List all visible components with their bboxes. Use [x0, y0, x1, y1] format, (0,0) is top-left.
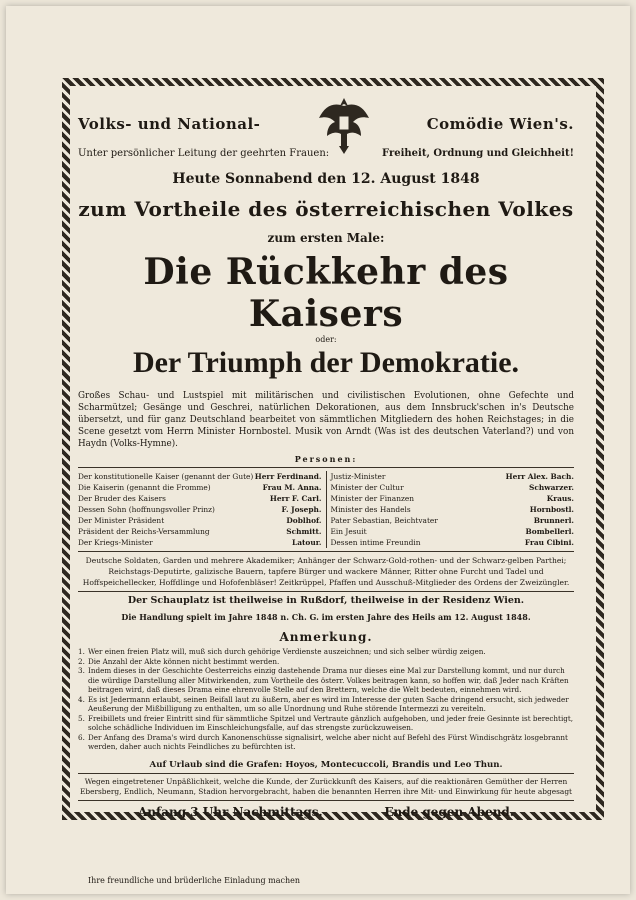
divider [78, 591, 574, 592]
timing-row [78, 805, 574, 819]
cast-role: Minister der Finanzen [330, 494, 415, 503]
cast-role: Dessen Sohn (hoffnungsvoller Prinz) [78, 505, 215, 514]
note-text: Es ist Jedermann erlaubt, seinen Beifall laut zu äußern, aber es wird im Interesse der guten Sache dringend ersucht, sich jedweder Aeußerung der Mißbilligung zu enthalten, um so alle Unordnung und Ruhe störende Intermezzi zu vereiteln. [88, 694, 569, 713]
note-number: 5. [78, 713, 85, 723]
subheader-left: Unter persönlicher Leitung der geehrten Frauen: [78, 148, 330, 159]
cast-role: Ein Jesuit [330, 527, 367, 536]
cast-actor: F. Joseph. [281, 505, 322, 514]
cast-actor: Bombellerl. [525, 527, 574, 536]
cast-actor: Schwarzer. [529, 483, 574, 492]
note-number: 4. [78, 694, 85, 704]
cast-row [331, 526, 575, 537]
cast-role: Minister der Cultur [330, 483, 404, 492]
cast-role: Der Kriegs-Minister [78, 538, 153, 547]
cast-actor: Herr Ferdinand. [254, 472, 322, 481]
note-number: 6. [78, 732, 85, 742]
note-text: Die Anzahl der Akte können nicht bestimmt werden. [88, 656, 280, 666]
cast-row [78, 515, 322, 526]
note-number: 3. [78, 666, 85, 675]
cast-role: Der Minister Präsident [78, 516, 165, 525]
cast-list [78, 471, 574, 548]
note-number: 1. [78, 647, 85, 656]
divider [78, 467, 574, 468]
cast-role: Der Bruder des Kaisers [78, 494, 166, 503]
play-subtitle: Der Triumph der Demokratie. [132, 346, 520, 379]
oder-line: oder: [315, 335, 337, 344]
note-text: Indem dieses in der Geschichte Oesterreichs einzig dastehende Drama nur dieses eine Mal zur Darstellung kommt, und nur durch die würdige Darstellung aller Mitwirkenden, zum Vortheile des österr. Volkes beitragen kann, so hoffen wir, daß Jeder nach Kräften beitragen wird, daß dieses Drama eine ehrenvolle Stelle auf den Brettern, welche die Welt bedeuten, einnehmen wird. [88, 666, 569, 694]
cast-actor: Kraus. [546, 494, 574, 503]
cast-actor: Frau Cibini. [524, 538, 574, 547]
cast-column-left [78, 471, 327, 548]
note-text: Freibillets und freier Eintritt sind für sämmtliche Spitzel und Vertraute gänzlich aufgehoben, und jeder freie Gesinnte ist berechtigt, solche schädliche Individuen im Einschleichungsfalle, auf das strengste zurückzuweisen. [88, 713, 574, 732]
subheader-row [78, 148, 574, 159]
divider [78, 551, 574, 552]
first-time-line: zum ersten Male: [267, 231, 385, 245]
benefit-line: zum Vortheile des österreichischen Volkes [78, 197, 574, 221]
cast-row [331, 504, 575, 515]
extras: Deutsche Soldaten, Garden und mehrere Akademiker; Anhänger der Schwarz-Gold-rothen- und der Schwarz-gelben Parthei; Reichstags-Deputirte, galizische Bauern, tapfere Bürger und wackere Männer, Ritter ohne Furcht und Tadel und Hoffspeichellecker, Hoffdlinge und Hofofenbläser! Zeitkrüppel, Pfaffen und Ausschuß-Mitglieder des Ordens der Zweizüngler. [82, 556, 570, 587]
cast-actor: Doblhof. [286, 516, 322, 525]
start-time: Anfang 3 Uhr Nachmittags. [138, 804, 323, 819]
cast-row [78, 504, 322, 515]
cast-row [78, 482, 322, 493]
note-text: Wer einen freien Platz will, muß sich durch gehörige Verdienste auszeichnen; und sich selber würdig zeigen. [88, 647, 486, 656]
date-line: Heute Sonnabend den 12. August 1848 [172, 171, 480, 187]
time-line: Die Handlung spielt im Jahre 1848 n. Ch. G. im ersten Jahre des Heils am 12. August 1848. [121, 612, 531, 622]
header-row [78, 92, 574, 156]
cast-heading: Personen: [294, 454, 358, 464]
cast-actor: Schmitt. [286, 527, 322, 536]
cast-row [331, 537, 575, 548]
poster-content [78, 92, 574, 819]
cast-row [78, 493, 322, 504]
cast-role: Präsident der Reichs-Versammlung [78, 527, 210, 536]
cast-column-right [327, 471, 575, 548]
cast-role: Der konstitutionelle Kaiser (genannt der Gute) [78, 472, 254, 481]
cast-row [331, 471, 575, 482]
cast-actor: Herr Alex. Bach. [505, 472, 574, 481]
cast-role: Justiz-Minister [330, 472, 386, 481]
cast-role: Pater Sebastian, Beichtvater [330, 516, 438, 525]
double-eagle-crest-icon [317, 92, 371, 156]
description: Großes Schau- und Lustspiel mit militärischen und civilistischen Evolutionen, ohne Gefechte und Scharmützel; Gesänge und Geschrei, natürlichen Dekorationen, aus dem Innsbruck'schen in's Deutsche übersetzt, und für ganz Deutschland bearbeitet von sämmtlichen Mitgliedern des hohen Reichstages; in die Scene gesetzt vom Herrn Minister Hornbostel. Musik von Arndt (Was ist des deutschen Vaterland?) und von Haydn (Volks-Hymne). [78, 391, 574, 449]
end-time: Ende gegen Abend. [384, 804, 514, 819]
cast-row [78, 471, 322, 482]
note-item [78, 666, 574, 695]
leave-line: Auf Urlaub sind die Grafen: Hoyos, Montecuccoli, Brandis und Leo Thun. [149, 759, 503, 770]
note-text: Der Anfang des Drama's wird durch Kanonenschüsse signalisirt, welche aber nicht auf Befehl des Fürst Windischgrätz losgebrannt werden, daher auch nichts Feindliches zu befürchten ist. [88, 732, 568, 751]
cast-actor: Latour. [292, 538, 322, 547]
cast-row [78, 526, 322, 537]
cast-role: Dessen intime Freundin [330, 538, 421, 547]
cast-row [331, 482, 575, 493]
subheader-right: Freiheit, Ordnung und Gleichheit! [382, 148, 574, 159]
cast-actor: Frau M. Anna. [262, 483, 322, 492]
notes-heading: Anmerkung. [279, 630, 373, 644]
divider [78, 773, 574, 774]
header-left: Volks- und National- [78, 115, 261, 133]
setting-line: Der Schauplatz ist theilweise in Rußdorf, theilweise in der Residenz Wien. [127, 595, 525, 606]
cast-row [331, 493, 575, 504]
note-item [78, 657, 574, 667]
note-item [78, 647, 574, 657]
cast-row [78, 537, 322, 548]
notes-list [78, 647, 574, 752]
note-number: 2. [78, 656, 85, 666]
cast-role: Minister des Handels [330, 505, 411, 514]
cast-role: Die Kaiserin (genannt die Fromme) [78, 483, 211, 492]
note-item [78, 733, 574, 752]
play-title: Die Rückkehr des Kaisers [143, 251, 509, 335]
invitation-line: Ihre freundliche und brüderliche Einladung machen [88, 876, 301, 885]
cast-actor: Brunnerl. [533, 516, 574, 525]
cast-actor: Herr F. Carl. [269, 494, 322, 503]
illness-line: Wegen eingetretener Unpäßlichkeit, welche die Kunde, der Zurückkunft des Kaisers, auf die reaktionären Gemüther der Herren Ebersberg, Endlich, Neumann, Stadion hervorgebracht, haben die benannten Herren ihre Mit- und Einwirkung für heute abgesagt [79, 776, 573, 796]
divider [78, 800, 574, 801]
cast-row [331, 515, 575, 526]
note-item [78, 695, 574, 714]
note-item [78, 714, 574, 733]
header-right: Comödie Wien's. [426, 115, 574, 133]
cast-actor: Hornbostl. [529, 505, 574, 514]
